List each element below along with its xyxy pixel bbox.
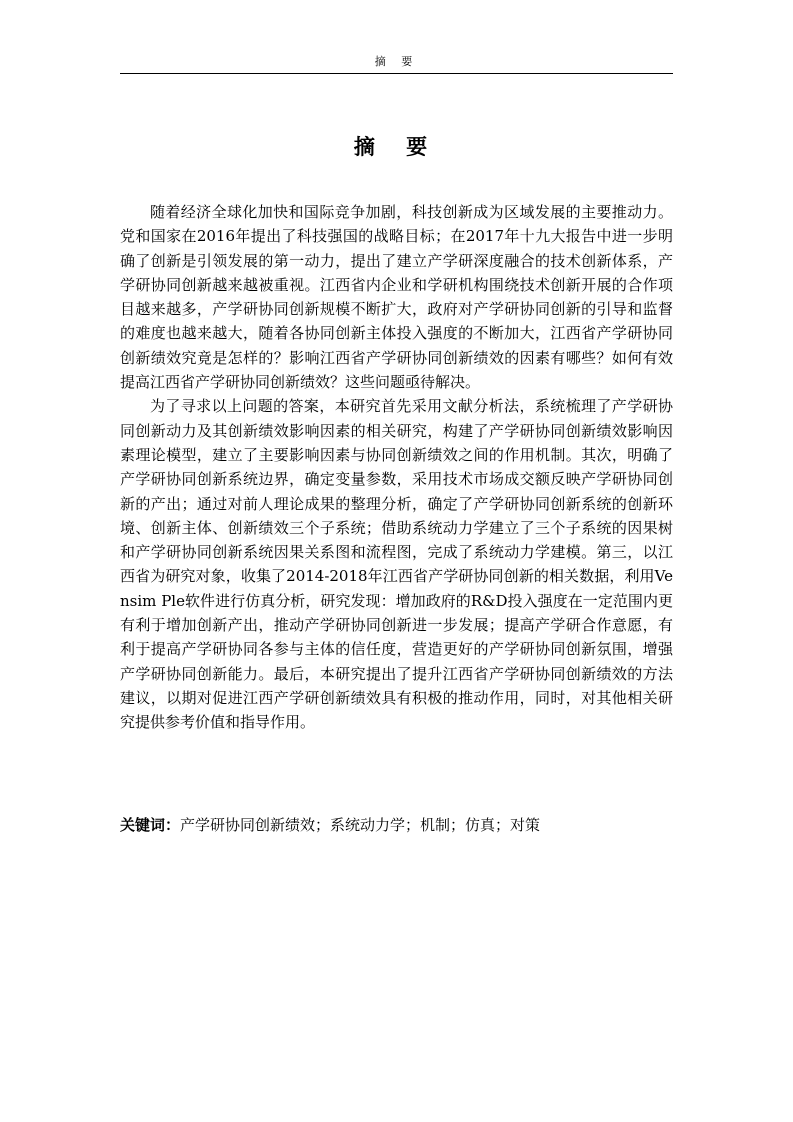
page-title: 摘 要 [353, 135, 440, 159]
keywords-label: 关键词： [120, 816, 181, 834]
running-header: 摘 要 [374, 55, 419, 68]
keywords-text: 产学研协同创新绩效；系统动力学；机制；仿真；对策 [180, 816, 541, 834]
header-rule [120, 73, 673, 74]
abstract-body [120, 200, 673, 735]
abstract-paragraph-2: 为了寻求以上问题的答案，本研究首先采用文献分析法，系统梳理了产学研协同创新动力及其创新绩效影响因素的相关研究，构建了产学研协同创新绩效影响因素理论模型，建立了主要影响因素与协同创新绩效之间的作用机制。其次，明确了产学研协同创新系统边界，确定变量参数，采用技术市场成交额反映产学研协同创新的产出；通过对前人理论成果的整理分析，确定了产学研协同创新系统的创新环境、创新主体、创新绩效三个子系统；借助系统动力学建立了三个子系统的因果树和产学研协同创新系统因果关系图和流程图，完成了系统动力学建模。第三，以江西省为研究对象，收集了2014-2018年江西省产学研协同创新的相关数据，利用Vensim Ple软件进行仿真分析，研究发现：增加政府的R&D投入强度在一定范围内更有利于增加创新产出，推动产学研协同创新进一步发展；提高产学研合作意愿，有利于提高产学研协同各参与主体的信任度，营造更好的产学研协同创新氛围，增强产学研协同创新能力。最后，本研究提出了提升江西省产学研协同创新绩效的方法建议，以期对促进江西产学研创新绩效具有积极的推动作用，同时，对其他相关研究提供参考价值和指导作用。 [120, 397, 673, 732]
abstract-paragraph-1: 随着经济全球化加快和国际竞争加剧，科技创新成为区域发展的主要推动力。党和国家在2016年提出了科技强国的战略目标；在2017年十九大报告中进一步明确了创新是引领发展的第一动力，提出了建立产学研深度融合的技术创新体系，产学研协同创新越来越被重视。江西省内企业和学研机构围绕技术创新开展的合作项目越来越多，产学研协同创新规模不断扩大，政府对产学研协同创新的引导和监督的难度也越来越大，随着各协同创新主体投入强度的不断加大，江西省产学研协同创新绩效究竟是怎样的？影响江西省产学研协同创新绩效的因素有哪些？如何有效提高江西省产学研协同创新绩效？这些问题亟待解决。 [120, 203, 673, 392]
keywords-line [120, 813, 673, 837]
